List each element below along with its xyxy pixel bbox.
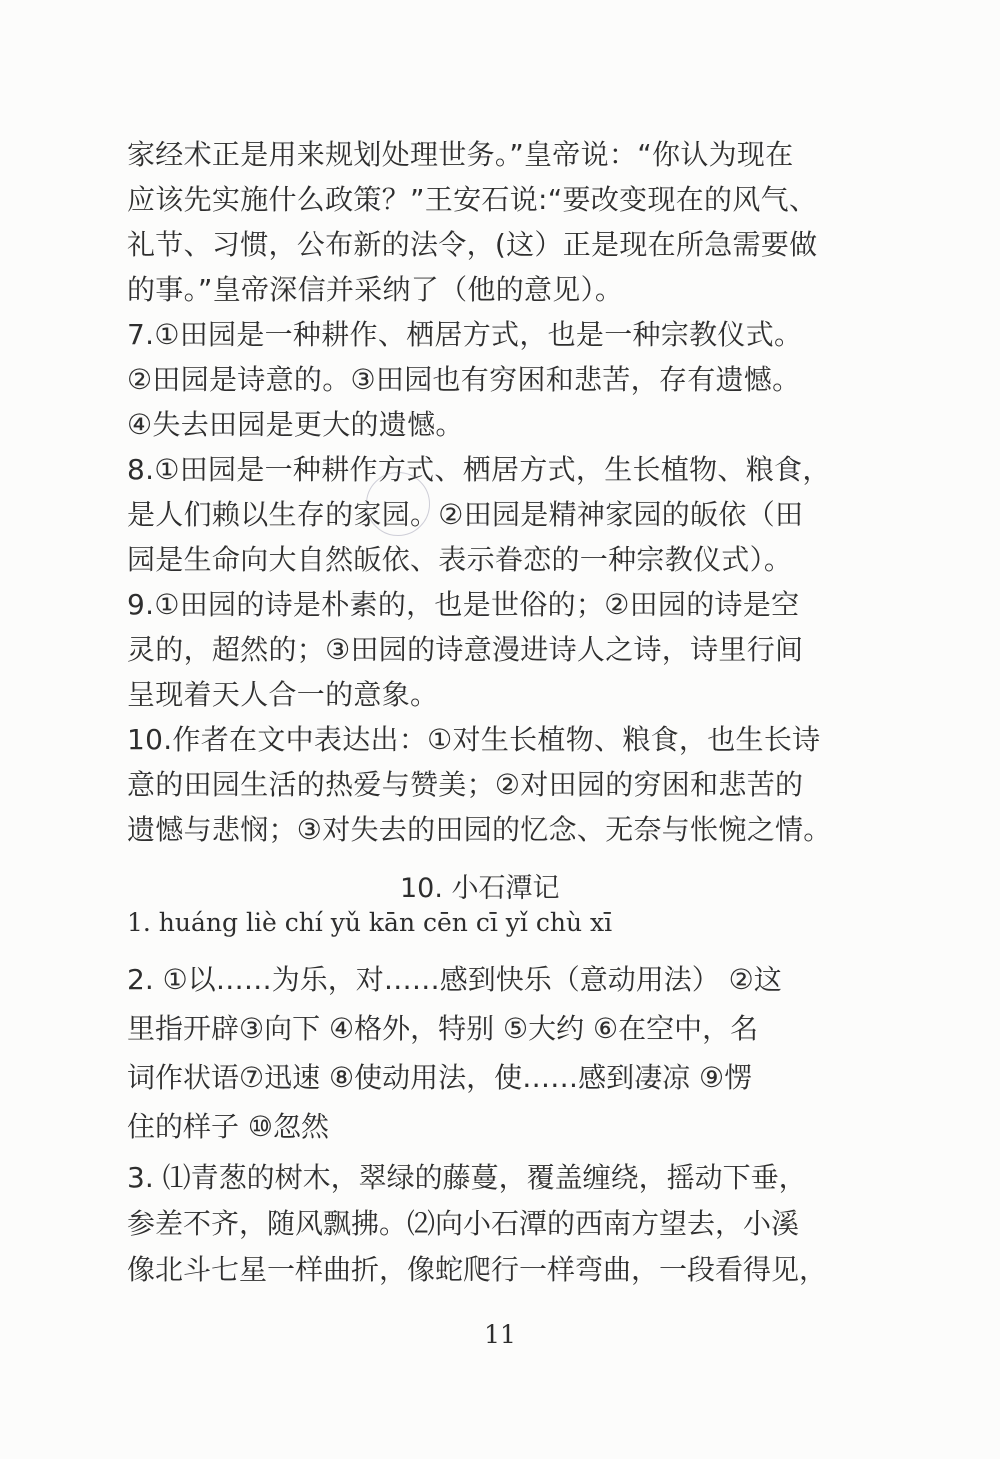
page-number: 11 — [484, 1320, 516, 1349]
text-line: 的事。”皇帝深信并采纳了（他的意见）。 — [127, 273, 624, 306]
answer-7-line: 7.①田园是一种耕作、栖居方式，也是一种宗教仪式。 — [127, 318, 803, 351]
answer-2-line: 里指开辟③向下 ④格外，特别 ⑤大约 ⑥在空中，名 — [127, 1012, 759, 1045]
answer-8-line: 园是生命向大自然皈依、表示眷恋的一种宗教仪式）。 — [127, 543, 793, 576]
answer-3-line: 参差不齐，随风飘拂。⑵向小石潭的西南方望去，小溪 — [127, 1207, 800, 1240]
answer-2-line: 住的样子 ⑩忽然 — [127, 1110, 330, 1143]
answer-8-line: 8.①田园是一种耕作方式、栖居方式，生长植物、粮食， — [127, 453, 831, 486]
answer-9-line: 灵的，超然的；③田园的诗意漫进诗人之诗，诗里行间 — [127, 633, 804, 666]
answer-9-line: 呈现着天人合一的意象。 — [127, 678, 439, 711]
answer-10-line: 遗憾与悲悯；③对失去的田园的忆念、无奈与怅惋之情。 — [127, 813, 832, 846]
answer-3-line: 3. ⑴青葱的树木，翠绿的藤蔓，覆盖缠绕，摇动下垂， — [127, 1161, 807, 1194]
pinyin-answer-line: 1. huáng liè chí yǔ kān cēn cī yǐ chù xī — [127, 908, 613, 937]
text-line: 应该先实施什么政策？”王安石说:“要改变现在的风气、 — [127, 183, 818, 216]
answer-2-block — [127, 955, 867, 1151]
answer-3-block — [127, 1155, 867, 1293]
answer-8-line: 是人们赖以生存的家园。②田园是精神家园的皈依（田 — [127, 498, 804, 531]
faint-stamp-icon — [366, 472, 430, 536]
answer-10-line: 意的田园生活的热爱与赞美；②对田园的穷困和悲苦的 — [127, 768, 804, 801]
answer-7-line: ②田园是诗意的。③田园也有穷困和悲苦，存有遗憾。 — [127, 363, 801, 396]
text-line: 家经术正是用来规划处理世务。”皇帝说：“你认为现在 — [127, 138, 794, 171]
answer-10-line: 10.作者在文中表达出：①对生长植物、粮食，也生长诗 — [127, 723, 821, 756]
answer-3-line: 像北斗七星一样曲折，像蛇爬行一样弯曲，一段看得见， — [127, 1253, 828, 1286]
answer-2-line: 词作状语⑦迅速 ⑧使动用法，使……感到凄凉 ⑨愣 — [127, 1061, 753, 1094]
answer-text-block — [127, 132, 867, 852]
section-title: 10. 小石潭记 — [400, 873, 560, 904]
answer-9-line: 9.①田园的诗是朴素的，也是世俗的；②田园的诗是空 — [127, 588, 800, 621]
answer-2-line: 2. ①以……为乐，对……感到快乐（意动用法） ②这 — [127, 963, 782, 996]
text-line: 礼节、习惯，公布新的法令，(这）正是现在所急需要做 — [127, 228, 818, 261]
answer-7-line: ④失去田园是更大的遗憾。 — [127, 408, 464, 441]
